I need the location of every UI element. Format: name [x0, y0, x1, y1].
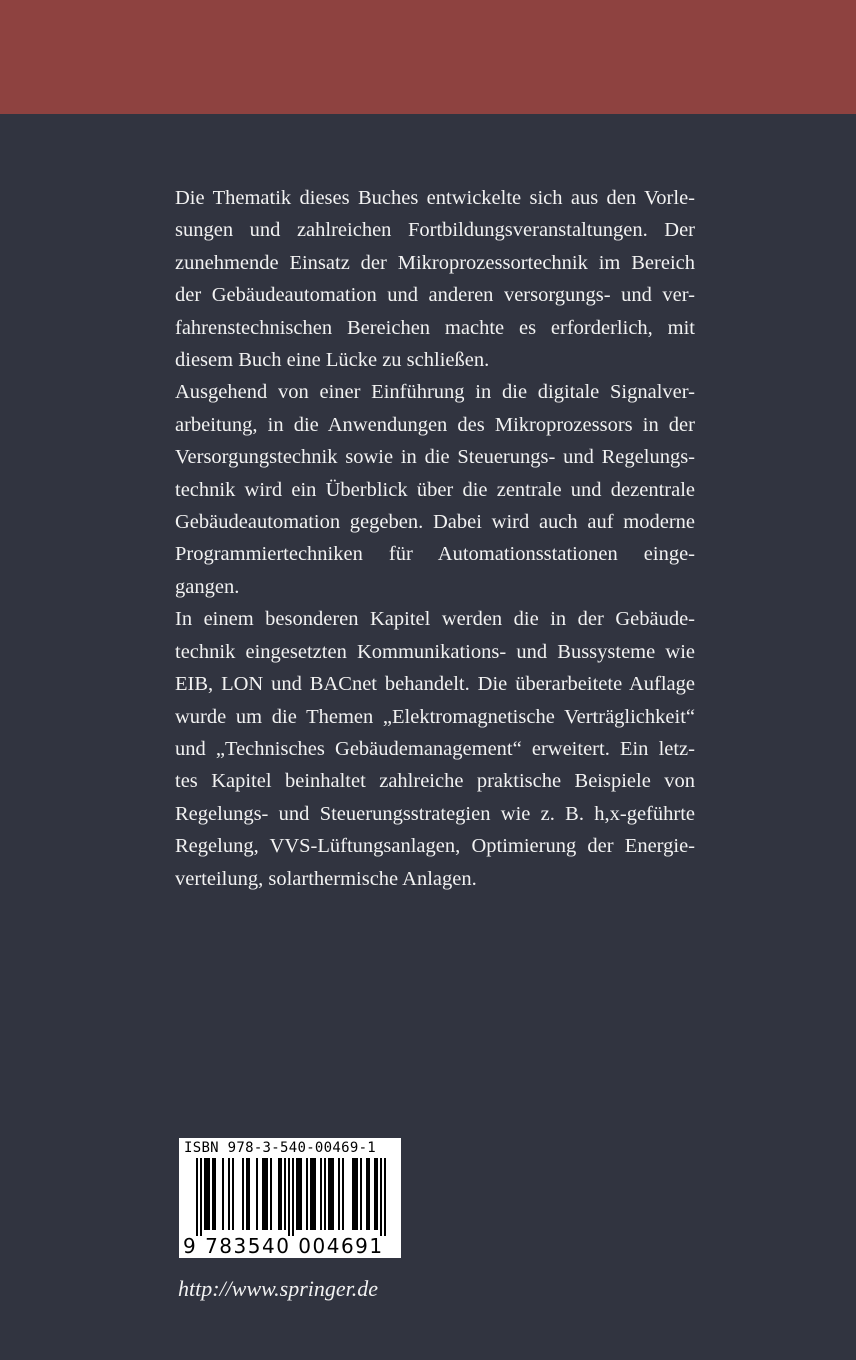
barcode-bar: [376, 1158, 378, 1230]
barcode-bar: [354, 1158, 356, 1230]
barcode-bar: [196, 1158, 198, 1236]
barcode-bar: [288, 1158, 290, 1236]
barcode-bar: [214, 1158, 216, 1230]
blurb-paragraph-2: [175, 376, 695, 603]
publisher-url: http://www.springer.de: [178, 1276, 379, 1301]
blurb-line: Regelungs- und Steuerungsstrategien wie z. B. h,x-geführte: [175, 802, 695, 825]
blurb-line: zunehmende Einsatz der Mikroprozessortechnik im Bereich: [175, 251, 695, 274]
barcode-bar: [208, 1158, 210, 1230]
barcode-bars: [196, 1158, 386, 1236]
barcode-bar: [306, 1158, 308, 1230]
barcode-bar: [206, 1158, 208, 1230]
barcode-bar: [280, 1158, 282, 1230]
barcode-bar: [262, 1158, 264, 1230]
barcode-bar: [328, 1158, 330, 1230]
blurb-line: Ausgehend von einer Einführung in die digitale Signalver-: [175, 381, 695, 404]
blurb-line: Versorgungstechnik sowie in die Steuerungs- und Regelungs-: [175, 446, 695, 469]
top-color-band: [0, 0, 856, 114]
ean-digits: 9 783540 004691: [183, 1234, 384, 1258]
back-cover-blurb: [175, 182, 695, 895]
blurb-line: EIB, LON und BACnet behandelt. Die überarbeitete Auflage: [175, 673, 695, 696]
barcode-bar: [266, 1158, 268, 1230]
blurb-paragraph-1: [175, 182, 695, 376]
barcode-bar: [298, 1158, 300, 1230]
barcode-bar: [246, 1158, 248, 1230]
barcode-bar: [338, 1158, 340, 1230]
barcode-bar: [296, 1158, 298, 1230]
barcode-bar: [212, 1158, 214, 1230]
blurb-line: Gebäudeautomation gegeben. Dabei wird auch auf moderne: [175, 511, 695, 534]
barcode-bar: [222, 1158, 224, 1230]
barcode-bar: [360, 1158, 362, 1230]
barcode-bar: [270, 1158, 272, 1230]
barcode-bar: [310, 1158, 312, 1230]
blurb-line: diesem Buch eine Lücke zu schließen.: [175, 349, 490, 372]
isbn-label: ISBN 978-3-540-00469-1: [184, 1140, 377, 1156]
barcode-bar: [374, 1158, 376, 1230]
blurb-line: der Gebäudeautomation und anderen versorgungs- und ver-: [175, 284, 695, 307]
blurb-line: technik eingesetzten Kommunikations- und Bussysteme wie: [175, 640, 695, 663]
blurb-line: tes Kapitel beinhaltet zahlreiche praktische Beispiele von: [175, 770, 695, 793]
barcode-bar: [342, 1158, 344, 1230]
barcode-bar: [312, 1158, 314, 1230]
barcode-bar: [332, 1158, 334, 1230]
barcode-bar: [232, 1158, 234, 1230]
blurb-line: arbeitung, in die Anwendungen des Mikroprozessors in der: [175, 413, 695, 436]
barcode-bar: [320, 1158, 322, 1230]
blurb-line: gangen.: [175, 575, 240, 598]
barcode-bar: [300, 1158, 302, 1230]
barcode-bar: [352, 1158, 354, 1230]
barcode-bar: [242, 1158, 244, 1230]
barcode-bar: [248, 1158, 250, 1230]
barcode-bar: [330, 1158, 332, 1230]
barcode-bar: [380, 1158, 382, 1236]
blurb-line: Programmiertechniken für Automationsstationen einge-: [175, 543, 695, 566]
blurb-line: sungen und zahlreichen Fortbildungsveranstaltungen. Der: [175, 219, 695, 242]
barcode-bar: [292, 1158, 294, 1236]
barcode-bar: [264, 1158, 266, 1230]
barcode-bar: [314, 1158, 316, 1230]
blurb-line: In einem besonderen Kapitel werden die in der Gebäude-: [175, 608, 695, 631]
blurb-line: und „Technisches Gebäudemanagement“ erweitert. Ein letz-: [175, 737, 695, 760]
blurb-line: Die Thematik dieses Buches entwickelte sich aus den Vorle-: [175, 187, 695, 209]
barcode-bar: [366, 1158, 368, 1230]
barcode-bar: [356, 1158, 358, 1230]
blurb-line: wurde um die Themen „Elektromagnetische Verträglichkeit“: [175, 705, 695, 728]
barcode-bar: [278, 1158, 280, 1230]
barcode-bar: [228, 1158, 230, 1230]
isbn-barcode: [179, 1138, 401, 1258]
barcode-bar: [384, 1158, 386, 1236]
blurb-line: Regelung, VVS-Lüftungsanlagen, Optimierung der Energie-: [175, 835, 695, 858]
blurb-line: fahrenstechnischen Bereichen machte es erforderlich, mit: [175, 316, 695, 339]
barcode-bar: [324, 1158, 326, 1230]
barcode-bar: [284, 1158, 286, 1230]
barcode-bar: [204, 1158, 206, 1230]
blurb-line: technik wird ein Überblick über die zentrale und dezentrale: [175, 478, 695, 501]
blurb-line: verteilung, solarthermische Anlagen.: [175, 867, 477, 890]
barcode-bar: [368, 1158, 370, 1230]
barcode-bar: [256, 1158, 258, 1230]
blurb-paragraph-3: [175, 603, 695, 895]
barcode-bar: [200, 1158, 202, 1236]
